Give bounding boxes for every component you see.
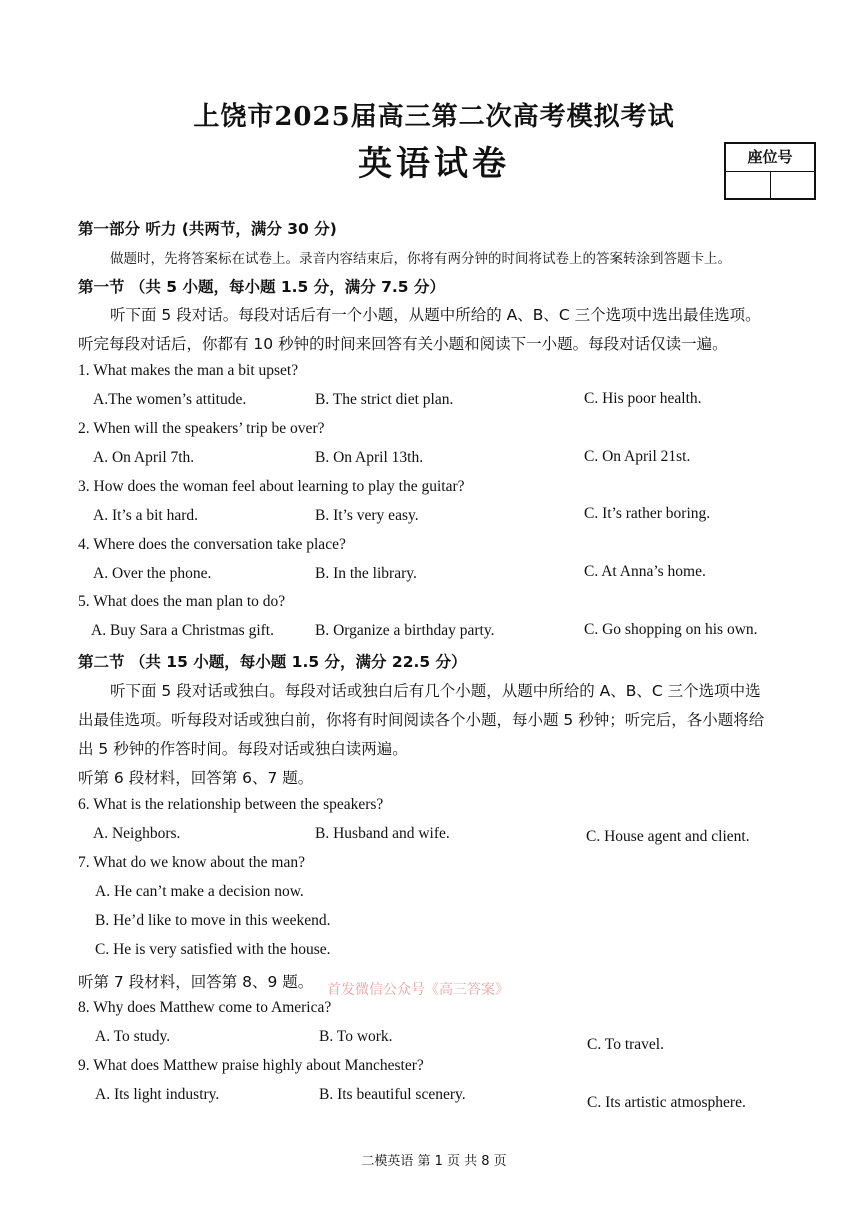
section1-heading: 第一节 （共 5 小题，每小题 1.5 分，满分 7.5 分）	[78, 278, 445, 296]
question-stem: 7. What do we know about the man?	[78, 854, 305, 871]
option-a: A. It’s a bit hard.	[93, 507, 199, 524]
question-stem: 8. Why does Matthew come to America?	[78, 999, 332, 1016]
question-stem: 6. What is the relationship between the speakers?	[78, 796, 384, 813]
option-a: A.The women’s attitude.	[93, 391, 247, 408]
material-heading: 听第 6 段材料，回答第 6、7 题。	[78, 769, 314, 787]
option-c: C. To travel.	[587, 1036, 664, 1053]
seat-number-cell[interactable]	[726, 172, 771, 198]
option-b: B. On April 13th.	[315, 449, 424, 466]
option-c: C. House agent and client.	[586, 828, 750, 845]
option-b: B. To work.	[319, 1028, 393, 1045]
question-stem: 4. Where does the conversation take place?	[78, 536, 346, 553]
material-heading: 听第 7 段材料，回答第 8、9 题。	[78, 973, 314, 991]
option-a: A. Its light industry.	[95, 1086, 220, 1103]
option-c: C. Go shopping on his own.	[584, 621, 758, 638]
option-a: A. Over the phone.	[93, 565, 212, 582]
option-b: B. Organize a birthday party.	[315, 622, 495, 639]
question-stem: 3. How does the woman feel about learning to play the guitar?	[78, 478, 465, 495]
section2-paragraph-line: 出 5 秒钟的作答时间。每段对话或独白读两遍。	[78, 740, 408, 758]
option-a: A. Neighbors.	[93, 825, 181, 842]
exam-title: 上饶市2025届高三第二次高考模拟考试	[193, 102, 675, 132]
option-b: B. The strict diet plan.	[315, 391, 454, 408]
option-c: C. At Anna’s home.	[584, 563, 706, 580]
seat-number-label: 座位号	[726, 144, 814, 172]
question-stem: 9. What does Matthew praise highly about Manchester?	[78, 1057, 424, 1074]
section2-heading: 第二节 （共 15 小题，每小题 1.5 分，满分 22.5 分）	[78, 653, 467, 671]
page-footer: 二模英语 第 1 页 共 8 页	[361, 1154, 507, 1169]
option-b: B. He’d like to move in this weekend.	[95, 912, 331, 929]
section1-paragraph-line: 听下面 5 段对话。每段对话后有一个小题，从题中所给的 A、B、C 三个选项中选出最佳选项。	[110, 306, 761, 324]
question-stem: 1. What makes the man a bit upset?	[78, 362, 299, 379]
option-c: C. It’s rather boring.	[584, 505, 711, 522]
option-b: B. It’s very easy.	[315, 507, 419, 524]
option-b: B. Its beautiful scenery.	[319, 1086, 466, 1103]
question-stem: 5. What does the man plan to do?	[78, 593, 286, 610]
seat-number-box	[724, 142, 816, 200]
option-c: C. His poor health.	[584, 390, 702, 407]
option-c: C. He is very satisfied with the house.	[95, 941, 331, 958]
option-a: A. To study.	[95, 1028, 171, 1045]
option-b: B. In the library.	[315, 565, 417, 582]
option-c: C. On April 21st.	[584, 448, 691, 465]
option-b: B. Husband and wife.	[315, 825, 450, 842]
part1-instruction: 做题时，先将答案标在试卷上。录音内容结束后，你将有两分钟的时间将试卷上的答案转涂到答题卡上。	[110, 251, 731, 267]
question-stem: 2. When will the speakers’ trip be over?	[78, 420, 325, 437]
section1-paragraph-line: 听完每段对话后，你都有 10 秒钟的时间来回答有关小题和阅读下一小题。每段对话仅读一遍。	[78, 335, 728, 353]
watermark-text: 首发微信公众号《高三答案》	[327, 982, 509, 998]
part1-heading: 第一部分 听力 (共两节，满分 30 分)	[78, 220, 337, 238]
section2-paragraph-line: 听下面 5 段对话或独白。每段对话或独白后有几个小题，从题中所给的 A、B、C 三个选项中选	[110, 682, 761, 700]
option-a: A. On April 7th.	[93, 449, 195, 466]
option-c: C. Its artistic atmosphere.	[587, 1094, 746, 1111]
section2-paragraph-line: 出最佳选项。听每段对话或独白前，你将有时间阅读各个小题，每小题 5 秒钟；听完后，各小题将给	[78, 711, 765, 729]
seat-number-cell[interactable]	[771, 172, 815, 198]
exam-subtitle: 英语试卷	[358, 144, 510, 184]
option-a: A. Buy Sara a Christmas gift.	[91, 622, 274, 639]
option-a: A. He can’t make a decision now.	[95, 883, 304, 900]
